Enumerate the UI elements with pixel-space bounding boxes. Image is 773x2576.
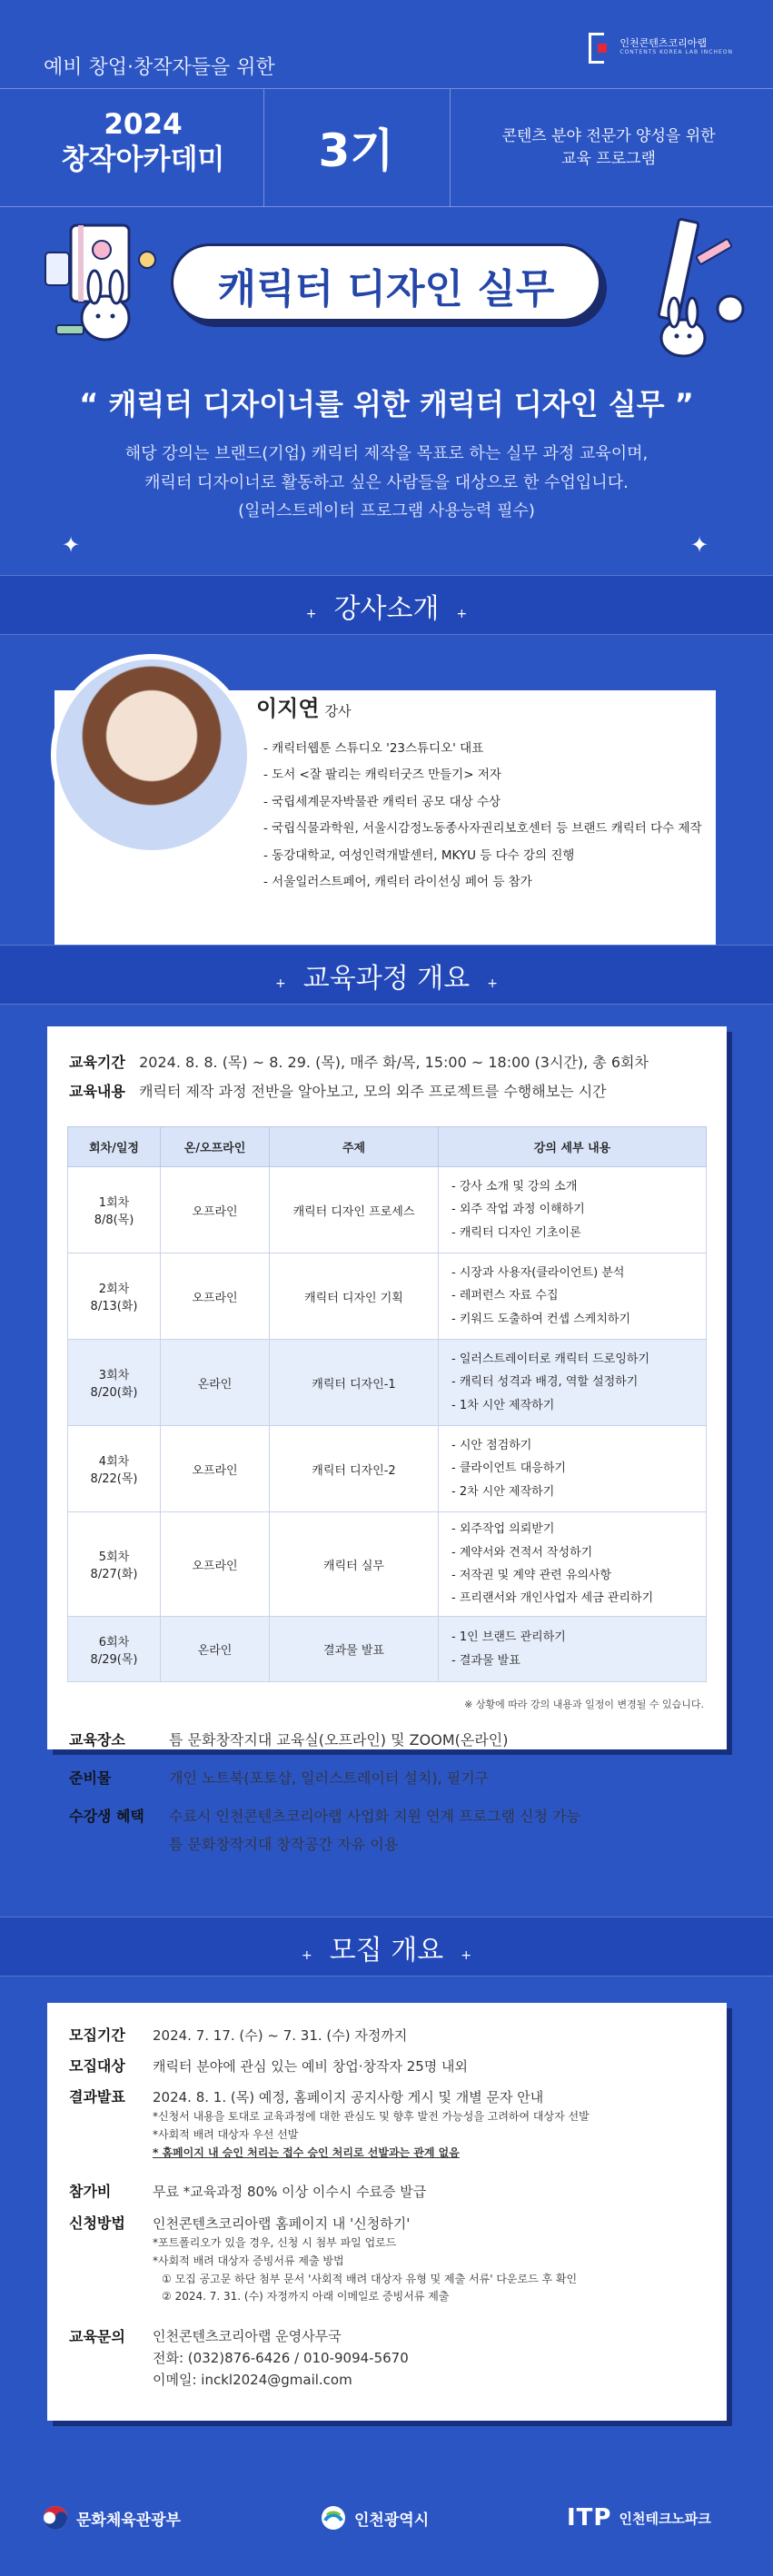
- edu-benefit-row: 수강생 혜택 수료시 인천콘텐츠코리아랩 사업화 지원 연계 프로그램 신청 가능 틈 문화창작지대 창작공간 자유 이용: [69, 1808, 580, 1853]
- edu-prep-row: 준비물 개인 노트북(포토샵, 일러스트레이터 설치), 필기구: [69, 1769, 490, 1787]
- plus-icon: +: [456, 607, 468, 621]
- table-row: 2회차 8/13(화) 오프라인 캐릭터 디자인 기획 - 시장과 사용자(클라이언트) 분석 - 레퍼런스 자료 수집 - 키워드 도출하여 컨셉 스케치하기: [68, 1253, 707, 1340]
- footer-org-itp: ITP 인천테크노파크: [567, 2504, 711, 2531]
- generation-number: 3기: [318, 124, 394, 177]
- contact-email: 이메일: inckl2024@gmail.com: [153, 2372, 352, 2388]
- career-item: - 캐릭터웹툰 스튜디오 '23스튜디오' 대표: [263, 741, 484, 756]
- logo-text: 인천콘텐츠코리아랩 CONTENTS KOREA LAB INCHEON: [619, 36, 733, 55]
- header-divider: [263, 89, 264, 207]
- edu-content-row: 교육내용 캐릭터 제작 과정 전반을 알아보고, 모의 외주 프로젝트를 수행해보는 시간: [69, 1083, 607, 1100]
- career-item: - 서울일러스트페어, 캐릭터 라이선싱 페어 등 참가: [263, 875, 532, 890]
- footer-org-incheon: 인천광역시: [320, 2504, 429, 2531]
- recruit-target-row: 모집대상 캐릭터 분야에 관심 있는 예비 창업·창작자 25명 내외: [69, 2057, 469, 2075]
- recruit-contact-row: 교육문의 인천콘텐츠코리아랩 운영사무국 전화: (032)876-6426 / 010-9094-5670 이메일: inckl2024@gmail.com: [69, 2325, 409, 2391]
- incheon-contents-korea-lab-logo: [587, 31, 733, 62]
- taegeuk-icon: [42, 2504, 69, 2531]
- academy-year-title: 2024 창작아카데미: [61, 108, 225, 176]
- plus-icon: +: [461, 1948, 472, 1963]
- career-item: - 국립식물과학원, 서울시감정노동종사자권리보호센터 등 브랜드 캐릭터 다수 제작: [263, 821, 702, 837]
- plus-icon: +: [274, 976, 286, 991]
- header-subtitle: 예비 창업·창작자들을 위한: [44, 56, 275, 79]
- table-header-row: 회차/일정 온/오프라인 주제 강의 세부 내용: [68, 1127, 707, 1167]
- plus-icon: +: [487, 976, 499, 991]
- career-item: - 도서 <잘 팔리는 캐릭터굿즈 만들기> 저자: [263, 768, 501, 783]
- recruit-period-row: 모집기간 2024. 7. 17. (수) ~ 7. 31. (수) 자정까지: [69, 2026, 408, 2044]
- course-title: 캐릭터 디자인 실무: [217, 266, 555, 312]
- table-row: 4회차 8/22(목) 오프라인 캐릭터 디자인-2 - 시안 점검하기 - 클라이언트 대응하기 - 2차 시안 제작하기: [68, 1426, 707, 1512]
- schedule-change-note: ※ 상황에 따라 강의 내용과 일정이 변경될 수 있습니다.: [464, 1699, 704, 1710]
- recruit-fee-row: 참가비 무료 *교육과정 80% 이상 이수시 수료증 발급: [69, 2183, 427, 2200]
- table-row: 5회차 8/27(화) 오프라인 캐릭터 실무 - 외주작업 의뢰받기 - 계약서와 견적서 작성하기 - 저작권 및 계약 관련 유의사항 - 프리랜서와 개인사업자 세금 관리하기: [68, 1512, 707, 1617]
- section-title-recruit: + 모집 개요 +: [301, 1935, 472, 1967]
- career-item: - 동강대학교, 여성인력개발센터, MKYU 등 다수 강의 진행: [263, 847, 575, 863]
- recruit-result-row: 결과발표 2024. 8. 1. (목) 예정, 홈페이지 공지사항 게시 및 개별 문자 안내 *신청서 내용을 토대로 교육과정에 대한 관심도 및 향후 발전 가능성을 고려하여 대상자 선발 *사회적 배려 대상자 우선 선발 * 홈페이지 내 승인 처리는 접수 승인 처리로 선발과는 관계 없음: [69, 2088, 590, 2159]
- notebook-bunny-illustration: [36, 209, 173, 363]
- career-item: - 국립세계문자박물관 캐릭터 공모 대상 수상: [263, 794, 501, 809]
- sparkle-icon: ✦: [690, 532, 709, 558]
- table-row: 1회차 8/8(목) 오프라인 캐릭터 디자인 프로세스 - 강사 소개 및 강의 소개 - 외주 작업 과정 이해하기 - 캐릭터 디자인 기초이론: [68, 1167, 707, 1253]
- instructor-photo: [51, 654, 253, 856]
- table-row: 6회차 8/29(목) 온라인 결과물 발표 - 1인 브랜드 관리하기 - 결과물 발표: [68, 1617, 707, 1682]
- course-quote: “ 캐릭터 디자이너를 위한 캐릭터 디자인 실무 ”: [79, 387, 694, 421]
- plus-icon: +: [301, 1948, 312, 1963]
- table-row: 3회차 8/20(화) 온라인 캐릭터 디자인-1 - 일러스트레이터로 캐릭터 드로잉하기 - 캐릭터 성격과 배경, 역할 설정하기 - 1차 시안 제작하기: [68, 1340, 707, 1426]
- edu-period-row: 교육기간 2024. 8. 8. (목) ~ 8. 29. (목), 매주 화/목, 15:00 ~ 18:00 (3시간), 총 6회차: [69, 1054, 649, 1071]
- lab-logo-icon: [587, 31, 612, 62]
- section-title-instructor: + 강사소개 +: [305, 593, 468, 625]
- ruler-bunny-illustration: [629, 211, 756, 365]
- itp-logo-mark: ITP: [567, 2504, 612, 2531]
- program-description: 콘텐츠 분야 전문가 양성을 위한 교육 프로그램: [501, 127, 716, 168]
- instructor-name: 이지연 강사: [256, 696, 352, 721]
- incheon-city-icon: [320, 2504, 347, 2531]
- curriculum-table: [67, 1126, 707, 1682]
- header-divider: [450, 89, 451, 207]
- recruit-method-row: 신청방법 인천콘텐츠코리아랩 홈페이지 내 '신청하기' *포트폴리오가 있을 경우, 신청 시 첨부 파일 업로드 *사회적 배려 대상자 증빙서류 제출 방법 ① 모집 공고문 하단 첨부 문서 '사회적 배려 대상자 유형 및 제출 서류' 다운로드 후 확인 ② 2024. 7. 31. (수) 자정까지 아래 이메일로 증빙서류 제출: [69, 2214, 578, 2304]
- edu-place-row: 교육장소 틈 문화창작지대 교육실(오프라인) 및 ZOOM(온라인): [69, 1731, 509, 1749]
- sparkle-icon: ✦: [62, 532, 81, 558]
- course-intro: 해당 강의는 브랜드(기업) 캐릭터 제작을 목표로 하는 실무 과정 교육이며, 캐릭터 디자이너로 활동하고 싶은 사람들을 대상으로 한 수업입니다. (일러스트레이터 프로그램 사용능력 필수): [124, 444, 649, 520]
- footer-org-mcst: 문화체육관광부: [42, 2504, 181, 2531]
- section-title-curriculum: + 교육과정 개요 +: [274, 963, 499, 995]
- instructor-career-list: [263, 736, 709, 897]
- plus-icon: +: [305, 607, 317, 621]
